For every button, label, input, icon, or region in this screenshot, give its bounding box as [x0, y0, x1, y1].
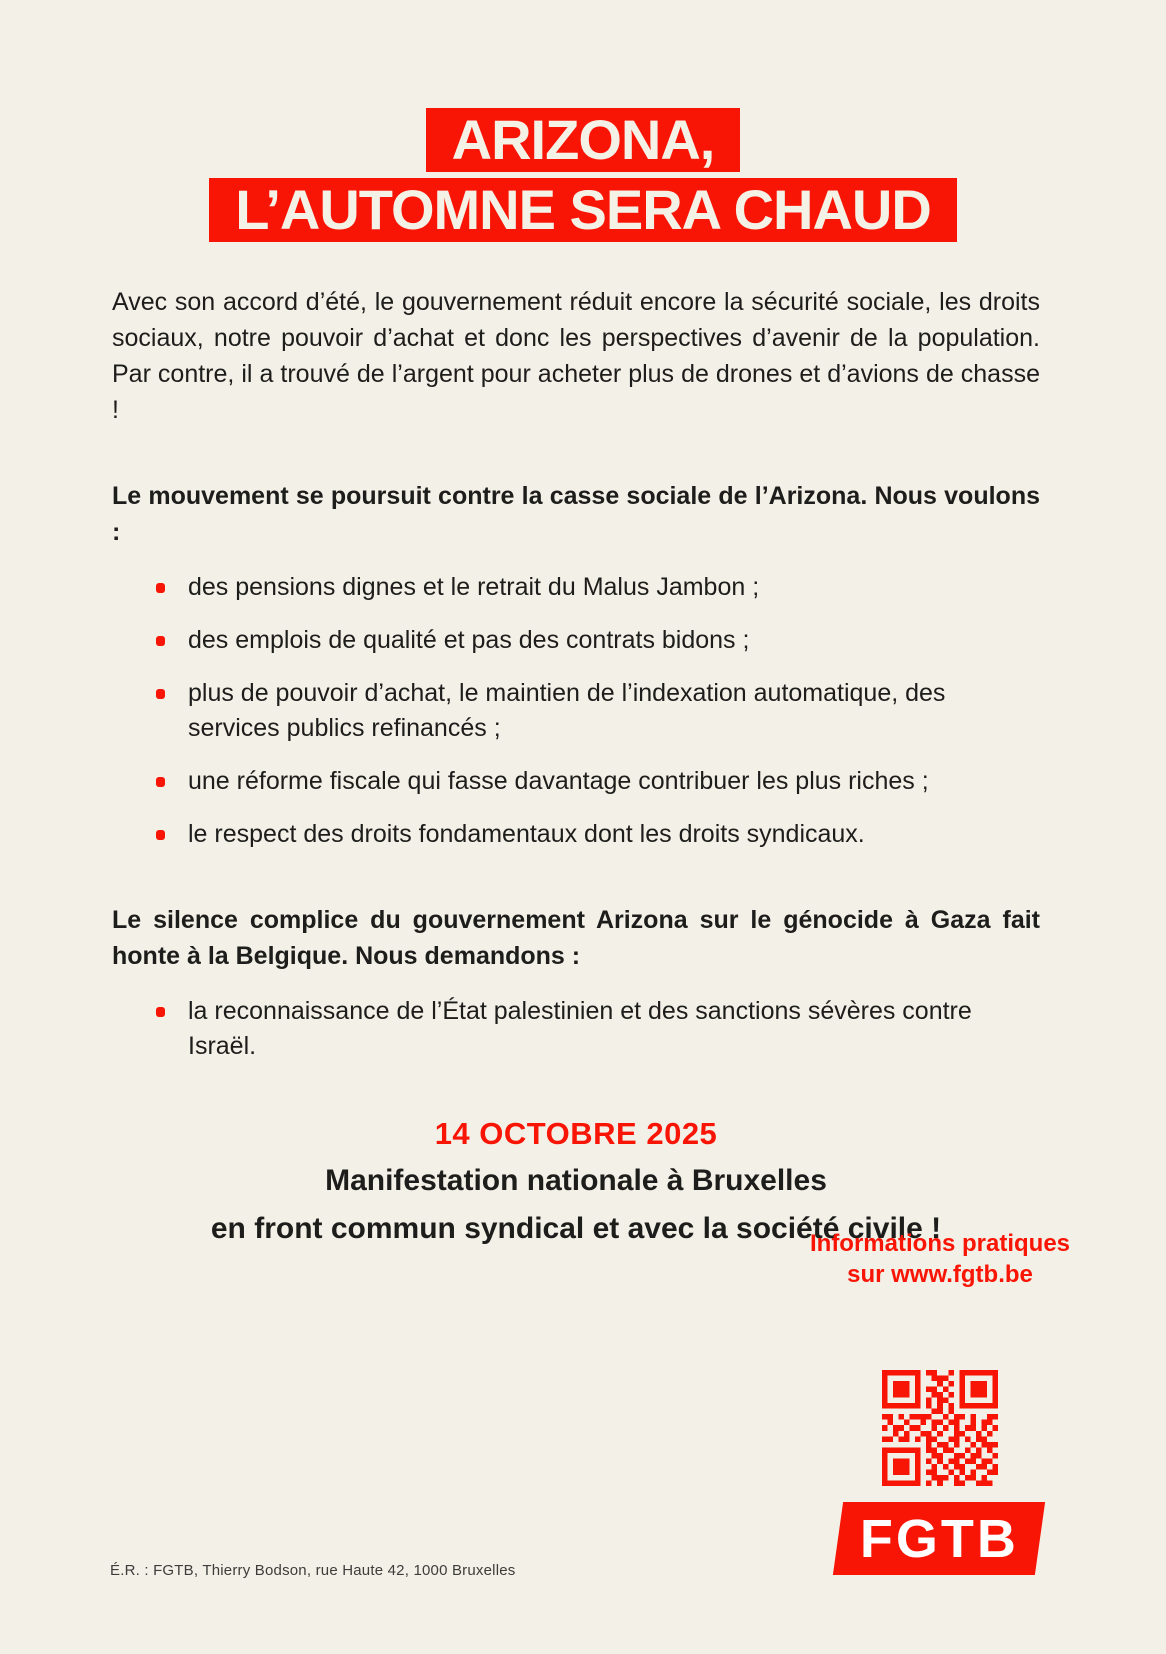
section2-heading: Le silence complice du gouvernement Arizona sur le génocide à Gaza fait honte à la Belgique. Nous demandons : — [112, 906, 1040, 970]
list-item-text: la reconnaissance de l’État palestinien et des sanctions sévères contre Israël. — [188, 997, 972, 1060]
list-item — [112, 817, 1040, 852]
fgtb-logo — [833, 1502, 1045, 1575]
practical-info-line-1: Informations pratiques — [809, 1230, 1071, 1257]
list-item-text: des pensions dignes et le retrait du Malus Jambon ; — [188, 573, 760, 601]
section1-heading: Le mouvement se poursuit contre la casse sociale de l’Arizona. Nous voulons : — [112, 482, 1040, 546]
list-item-text: le respect des droits fondamentaux dont les droits syndicaux. — [188, 820, 865, 848]
list-item-text: une réforme fiscale qui fasse davantage contribuer les plus riches ; — [188, 767, 929, 795]
bullet-dot-icon — [156, 830, 165, 840]
list-item — [112, 676, 1040, 746]
qr-code — [882, 1370, 998, 1486]
event-date: 14 OCTOBRE 2025 — [434, 1116, 718, 1151]
title-line-2: L’AUTOMNE SERA CHAUD — [209, 178, 957, 242]
bullet-dot-icon — [156, 1007, 165, 1017]
intro-paragraph: Avec son accord d’été, le gouvernement réduit encore la sécurité sociale, les droits sociaux, notre pouvoir d’achat et donc les perspectives d’avenir de la population. Par contre, il a trouvé de l’argent pour acheter plus de drones et d’avions de chasse ! — [112, 288, 1040, 424]
list-item — [112, 764, 1040, 799]
practical-info-url: sur www.fgtb.be — [847, 1261, 1033, 1288]
list-item — [112, 623, 1040, 658]
bullet-dot-icon — [156, 777, 165, 787]
title-line-1: ARIZONA, — [426, 108, 741, 172]
list-item — [112, 570, 1040, 605]
section2-bullet-list — [112, 994, 1040, 1064]
responsible-editor-line: É.R. : FGTB, Thierry Bodson, rue Haute 42, 1000 Bruxelles — [110, 1562, 516, 1579]
event-line-2: en front commun syndical et avec la société civile ! — [210, 1212, 942, 1245]
title-banner — [0, 108, 1166, 242]
bullet-dot-icon — [156, 689, 165, 699]
list-item-text: plus de pouvoir d’achat, le maintien de l’indexation automatique, des services publics refinancés ; — [188, 679, 946, 742]
section1-bullet-list — [112, 570, 1040, 852]
practical-info — [697, 1228, 1166, 1290]
fgtb-logo-text: FGTB — [859, 1508, 1019, 1569]
bullet-dot-icon — [156, 636, 165, 646]
main-content — [112, 284, 1040, 1248]
bullet-dot-icon — [156, 583, 165, 593]
event-line-1: Manifestation nationale à Bruxelles — [325, 1164, 827, 1197]
list-item-text: des emplois de qualité et pas des contrats bidons ; — [188, 626, 750, 654]
list-item — [112, 994, 1040, 1064]
